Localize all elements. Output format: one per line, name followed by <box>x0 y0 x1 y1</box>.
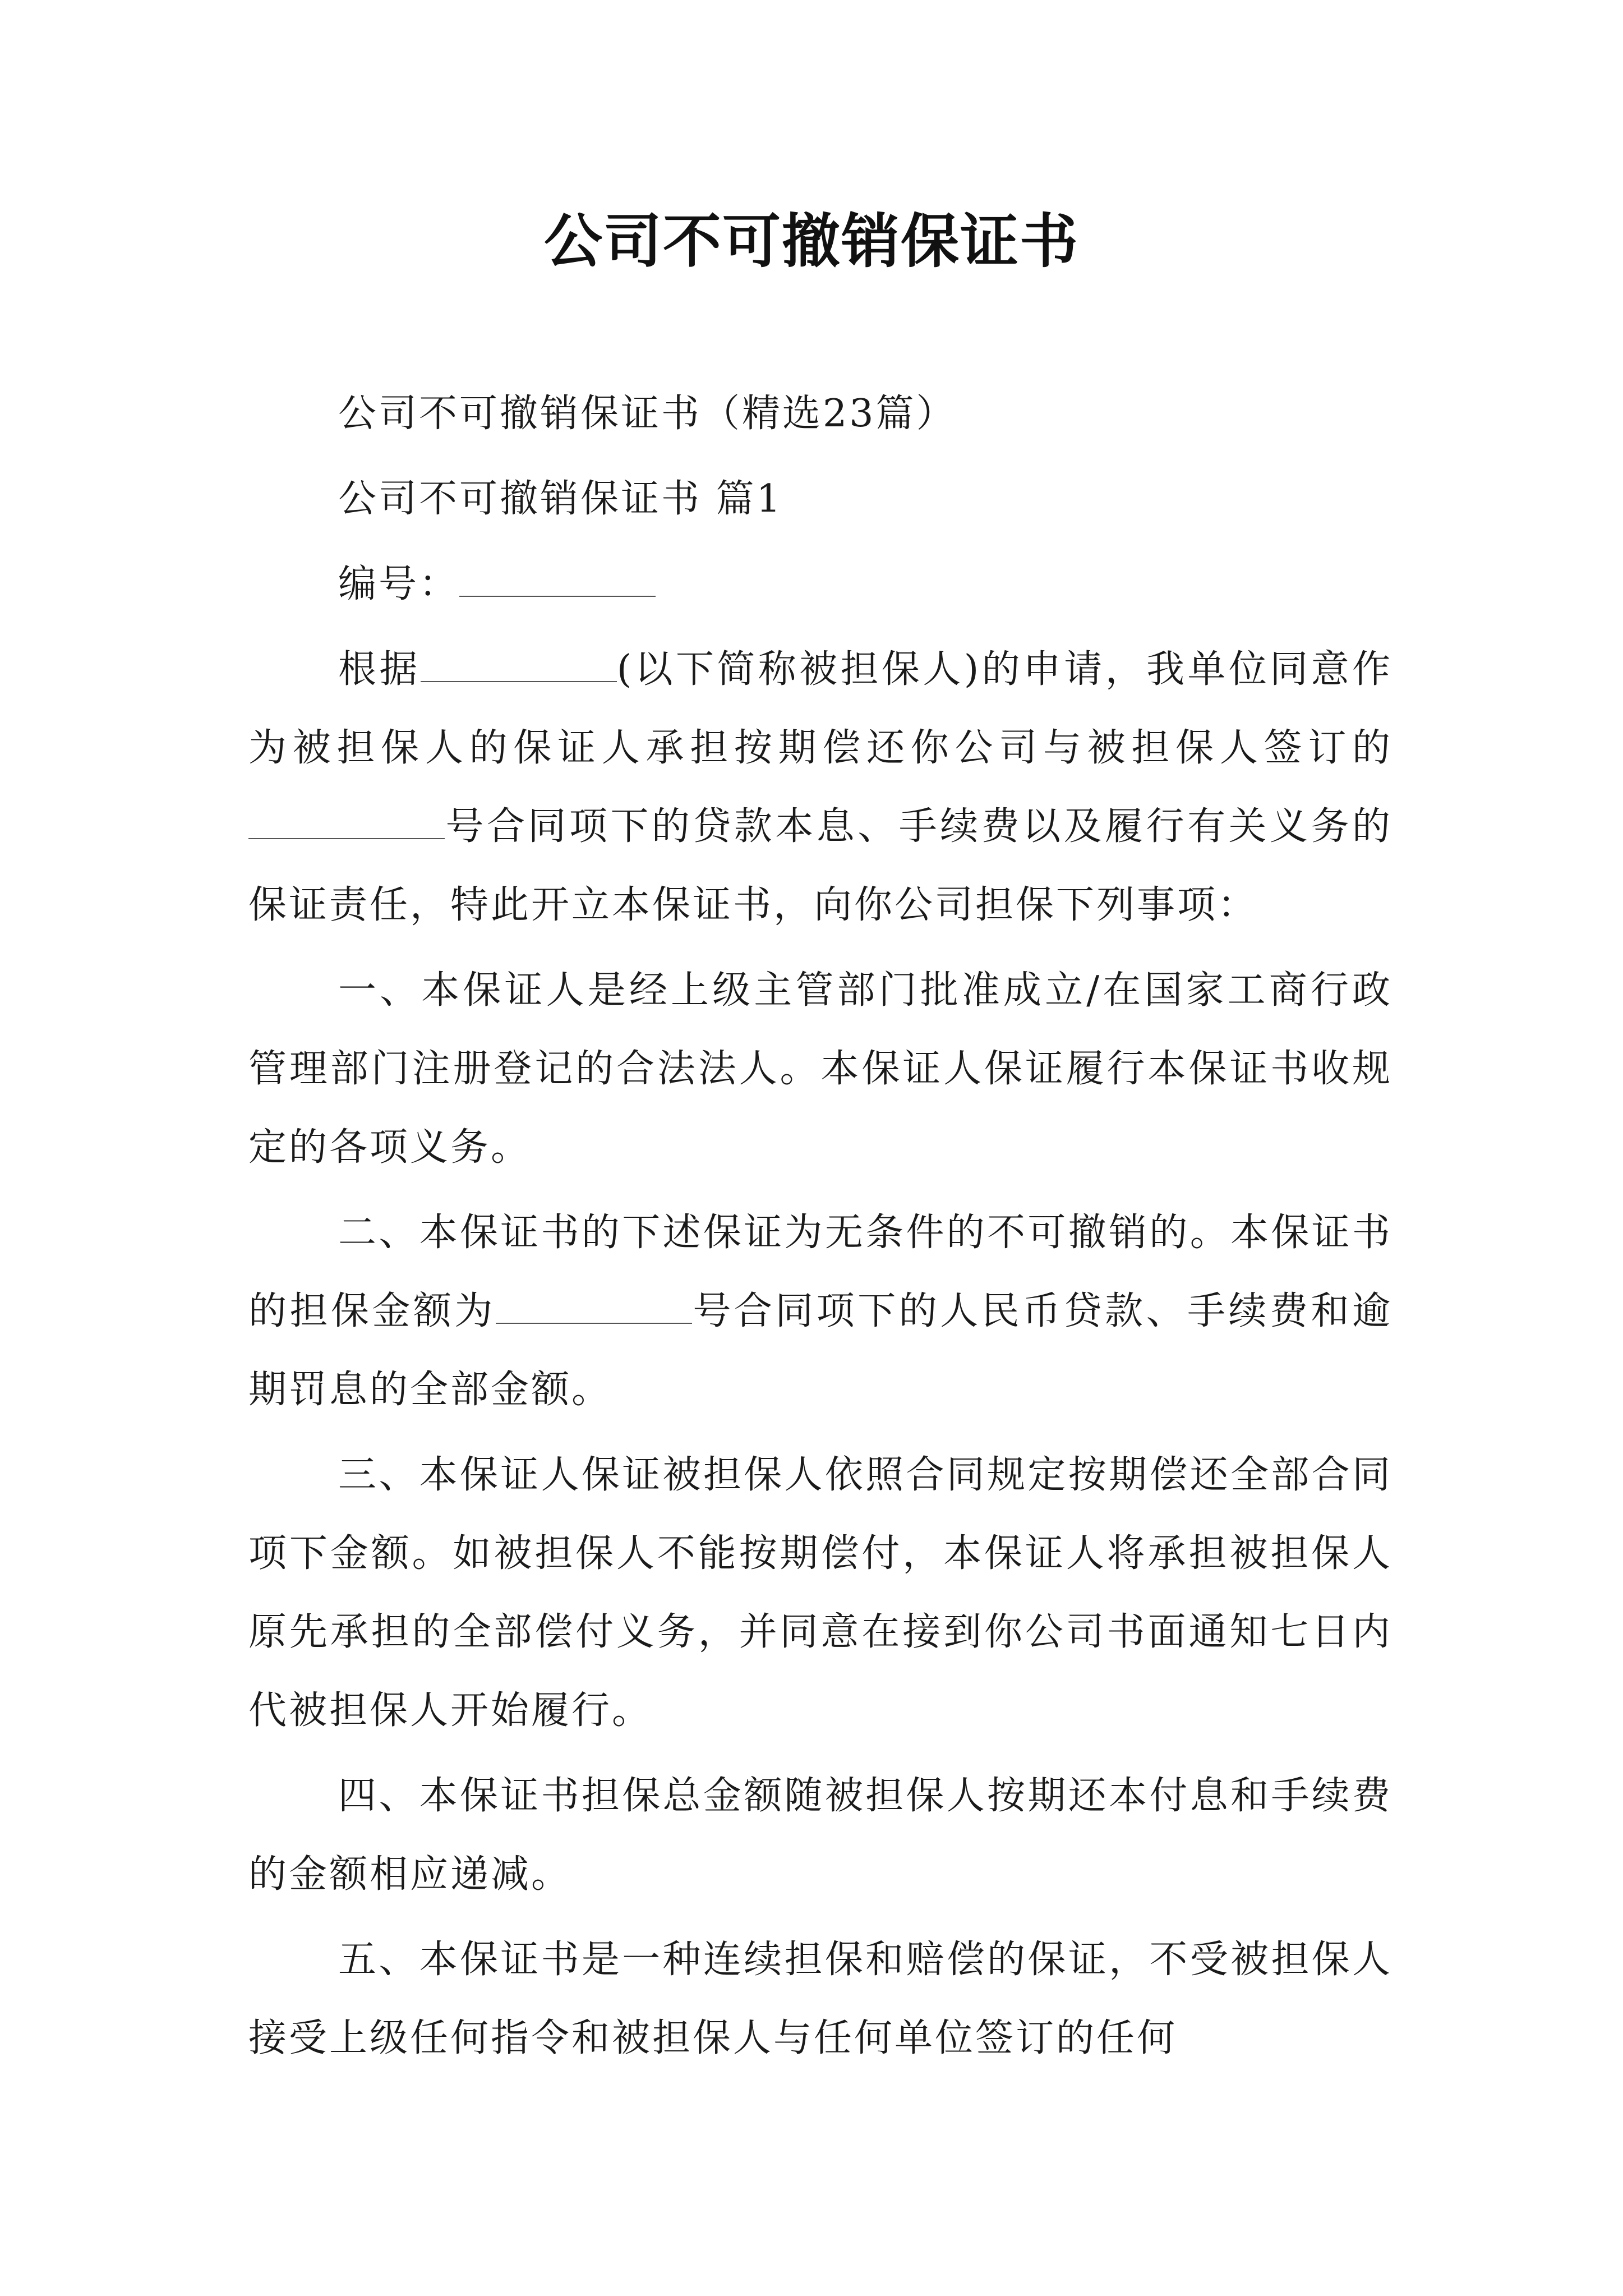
guaranteed-party-blank[interactable] <box>421 648 617 682</box>
section-heading: 公司不可撤销保证书 篇1 <box>338 477 783 521</box>
paragraph-text: 二、本保证书的下述保证为无条件的不可撤销的。本保证书的担保金额为 <box>248 1211 1393 1333</box>
paragraph-application <box>248 631 1393 945</box>
paragraph-clause-2 <box>248 1194 1393 1429</box>
paragraph-text: 号合同项下的贷款本息、手续费以及履行有关义务的保证责任，特此开立本保证书，向你公司担保下列事项： <box>248 804 1393 927</box>
document-title: 公司不可撤销保证书 <box>543 207 1079 275</box>
guarantee-amount-blank[interactable] <box>496 1290 692 1324</box>
number-line <box>248 545 1393 624</box>
number-label: 编号： <box>338 562 460 606</box>
number-blank[interactable] <box>459 563 656 597</box>
paragraph-clause-5: 五、本保证书是一种连续担保和赔偿的保证，不受被担保人接受上级任何指令和被担保人与任何单位签订的任何 <box>248 1938 1393 2060</box>
paragraph-clause-3: 三、本保证人保证被担保人依照合同规定按期偿还全部合同项下金额。如被担保人不能按期偿付，本保证人将承担被担保人原先承担的全部偿付义务，并同意在接到你公司书面通知七日内代被担保人开始履行。 <box>248 1453 1393 1733</box>
contract-number-blank[interactable] <box>248 806 445 839</box>
paragraph-clause-1: 一、本保证人是经上级主管部门批准成立/在国家工商行政管理部门注册登记的合法法人。本保证人保证履行本保证书收规定的各项义务。 <box>248 968 1393 1170</box>
paragraph-text: 号合同项下的人民币贷款、手续费和逾期罚息的全部金额。 <box>248 1289 1393 1412</box>
paragraph-clause-4: 四、本保证书担保总金额随被担保人按期还本付息和手续费的金额相应递减。 <box>248 1774 1393 1897</box>
paragraph-text: (以下简称被担保人)的申请，我单位同意作为被担保人的保证人承担按期偿还你公司与被担保人签订的 <box>248 647 1393 770</box>
paragraph-text: 根据 <box>338 647 421 692</box>
intro-line: 公司不可撤销保证书（精选23篇） <box>338 392 957 436</box>
document-body <box>248 375 1393 2085</box>
